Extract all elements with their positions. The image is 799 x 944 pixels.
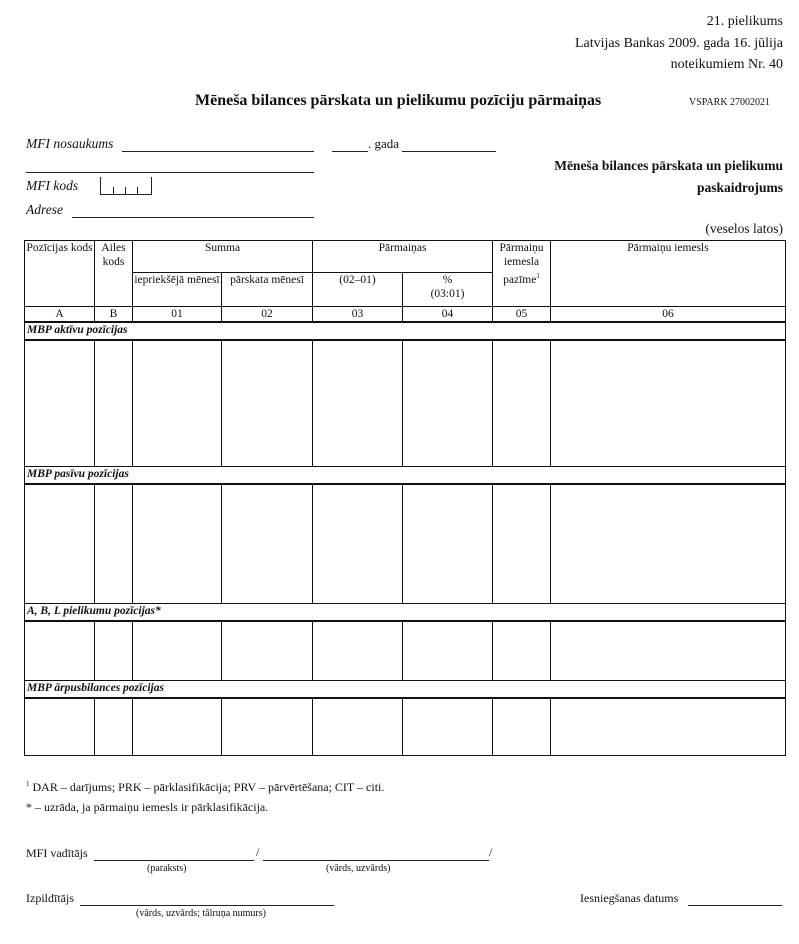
slash-2: / <box>489 845 493 859</box>
mfi-code-field[interactable] <box>100 177 152 195</box>
header-reason-sign-text: Pārmaiņu iemesla pazīme <box>499 242 544 286</box>
appendix-regulation: noteikumiem Nr. 40 <box>670 57 783 72</box>
header-pct-sign: % <box>442 274 453 286</box>
header-reason: Pārmaiņu iemesls <box>551 241 786 307</box>
section-assets: MBP aktīvu pozīcijas <box>25 322 786 340</box>
cell[interactable] <box>403 698 493 756</box>
head-signature-field[interactable] <box>94 860 254 861</box>
cell[interactable] <box>313 698 403 756</box>
cell[interactable] <box>222 484 313 604</box>
submission-date-label: Iesniegšanas datums <box>580 891 679 905</box>
col-code-06: 06 <box>551 307 786 323</box>
cell[interactable] <box>95 698 133 756</box>
appendix-number: 21. pielikums <box>706 14 783 29</box>
mfi-name-field-line2[interactable] <box>26 172 314 173</box>
mfi-code-label: MFI kods <box>26 178 79 193</box>
right-title-line1: Mēneša bilances pārskata un pielikumu <box>554 158 783 173</box>
cell[interactable] <box>25 484 95 604</box>
address-field[interactable] <box>72 217 314 218</box>
table-row <box>25 340 786 466</box>
cell[interactable] <box>25 698 95 756</box>
executor-hint: (vārds, uzvārds; tālruņa numurs) <box>136 908 266 919</box>
cell[interactable] <box>493 340 551 466</box>
cell[interactable] <box>222 340 313 466</box>
mfi-name-label: MFI nosaukums <box>26 136 114 151</box>
footnote-2: * – uzrāda, ja pārmaiņu iemesls ir pārklasifikācija. <box>26 800 269 814</box>
cell[interactable] <box>403 621 493 680</box>
header-position-code: Pozīcijas kods <box>25 241 95 307</box>
appendix-source: Latvijas Bankas 2009. gada 16. jūlija <box>574 36 783 51</box>
header-report-month: pārskata mēnesī <box>222 273 313 307</box>
footnote-1-sup: 1 <box>26 780 30 788</box>
col-code-04: 04 <box>403 307 493 323</box>
submission-date-field[interactable] <box>688 905 782 906</box>
cell[interactable] <box>313 484 403 604</box>
page-title: Mēneša bilances pārskata un pielikumu pozīciju pārmaiņas <box>195 92 602 109</box>
form-code: VSPARK 27002021 <box>689 97 771 108</box>
footnote-1 <box>26 780 384 795</box>
cell[interactable] <box>133 698 222 756</box>
cell[interactable] <box>133 621 222 680</box>
cell[interactable] <box>313 340 403 466</box>
cell[interactable] <box>95 484 133 604</box>
executor-field[interactable] <box>80 905 334 906</box>
slash-1: / <box>256 845 260 859</box>
header-reason-sign <box>493 241 551 307</box>
cell[interactable] <box>25 621 95 680</box>
signature-hint: (paraksts) <box>147 863 187 874</box>
header-pct-ratio: (03:01) <box>430 288 465 300</box>
table-row <box>25 484 786 604</box>
header-pct <box>403 273 493 307</box>
cell[interactable] <box>95 621 133 680</box>
cell[interactable] <box>551 621 786 680</box>
cell[interactable] <box>403 340 493 466</box>
head-name-field[interactable] <box>263 860 489 861</box>
year-label: . gada <box>368 136 400 151</box>
header-reason-sign-sup: 1 <box>536 272 540 280</box>
cell[interactable] <box>551 340 786 466</box>
executor-label: Izpildītājs <box>26 891 74 905</box>
col-code-01: 01 <box>133 307 222 323</box>
table-row <box>25 698 786 756</box>
section-liabilities: MBP pasīvu pozīcijas <box>25 466 786 484</box>
table-row <box>25 621 786 680</box>
year-field[interactable] <box>402 151 496 152</box>
section-off-balance: MBP ārpusbilances pozīcijas <box>25 680 786 698</box>
date-day-field[interactable] <box>332 151 368 152</box>
col-code-05: 05 <box>493 307 551 323</box>
mfi-name-field[interactable] <box>122 151 314 152</box>
name-hint: (vārds, uzvārds) <box>326 863 391 874</box>
cell[interactable] <box>493 698 551 756</box>
col-code-b: B <box>95 307 133 323</box>
right-title-line2: paskaidrojums <box>696 180 783 195</box>
header-column-code: Ailes kods <box>95 241 133 307</box>
changes-table <box>24 240 786 756</box>
cell[interactable] <box>493 621 551 680</box>
cell[interactable] <box>222 698 313 756</box>
cell[interactable] <box>222 621 313 680</box>
section-appendices: A, B, L pielikumu pozīcijas* <box>25 604 786 622</box>
col-code-03: 03 <box>313 307 403 323</box>
address-label: Adrese <box>26 202 63 217</box>
header-diff: (02–01) <box>313 273 403 307</box>
cell[interactable] <box>133 340 222 466</box>
cell[interactable] <box>551 484 786 604</box>
header-prev-month: iepriekšējā mēnesī <box>133 273 222 307</box>
units-note: (veselos latos) <box>705 221 783 236</box>
col-code-a: A <box>25 307 95 323</box>
cell[interactable] <box>493 484 551 604</box>
cell[interactable] <box>95 340 133 466</box>
cell[interactable] <box>551 698 786 756</box>
cell[interactable] <box>25 340 95 466</box>
head-label: MFI vadītājs <box>26 846 88 860</box>
footnote-1-text: DAR – darījums; PRK – pārklasifikācija; PRV – pārvērtēšana; CIT – citi. <box>32 780 385 794</box>
header-changes: Pārmaiņas <box>313 241 493 273</box>
col-code-02: 02 <box>222 307 313 323</box>
cell[interactable] <box>133 484 222 604</box>
header-sum: Summa <box>133 241 313 273</box>
cell[interactable] <box>313 621 403 680</box>
cell[interactable] <box>403 484 493 604</box>
